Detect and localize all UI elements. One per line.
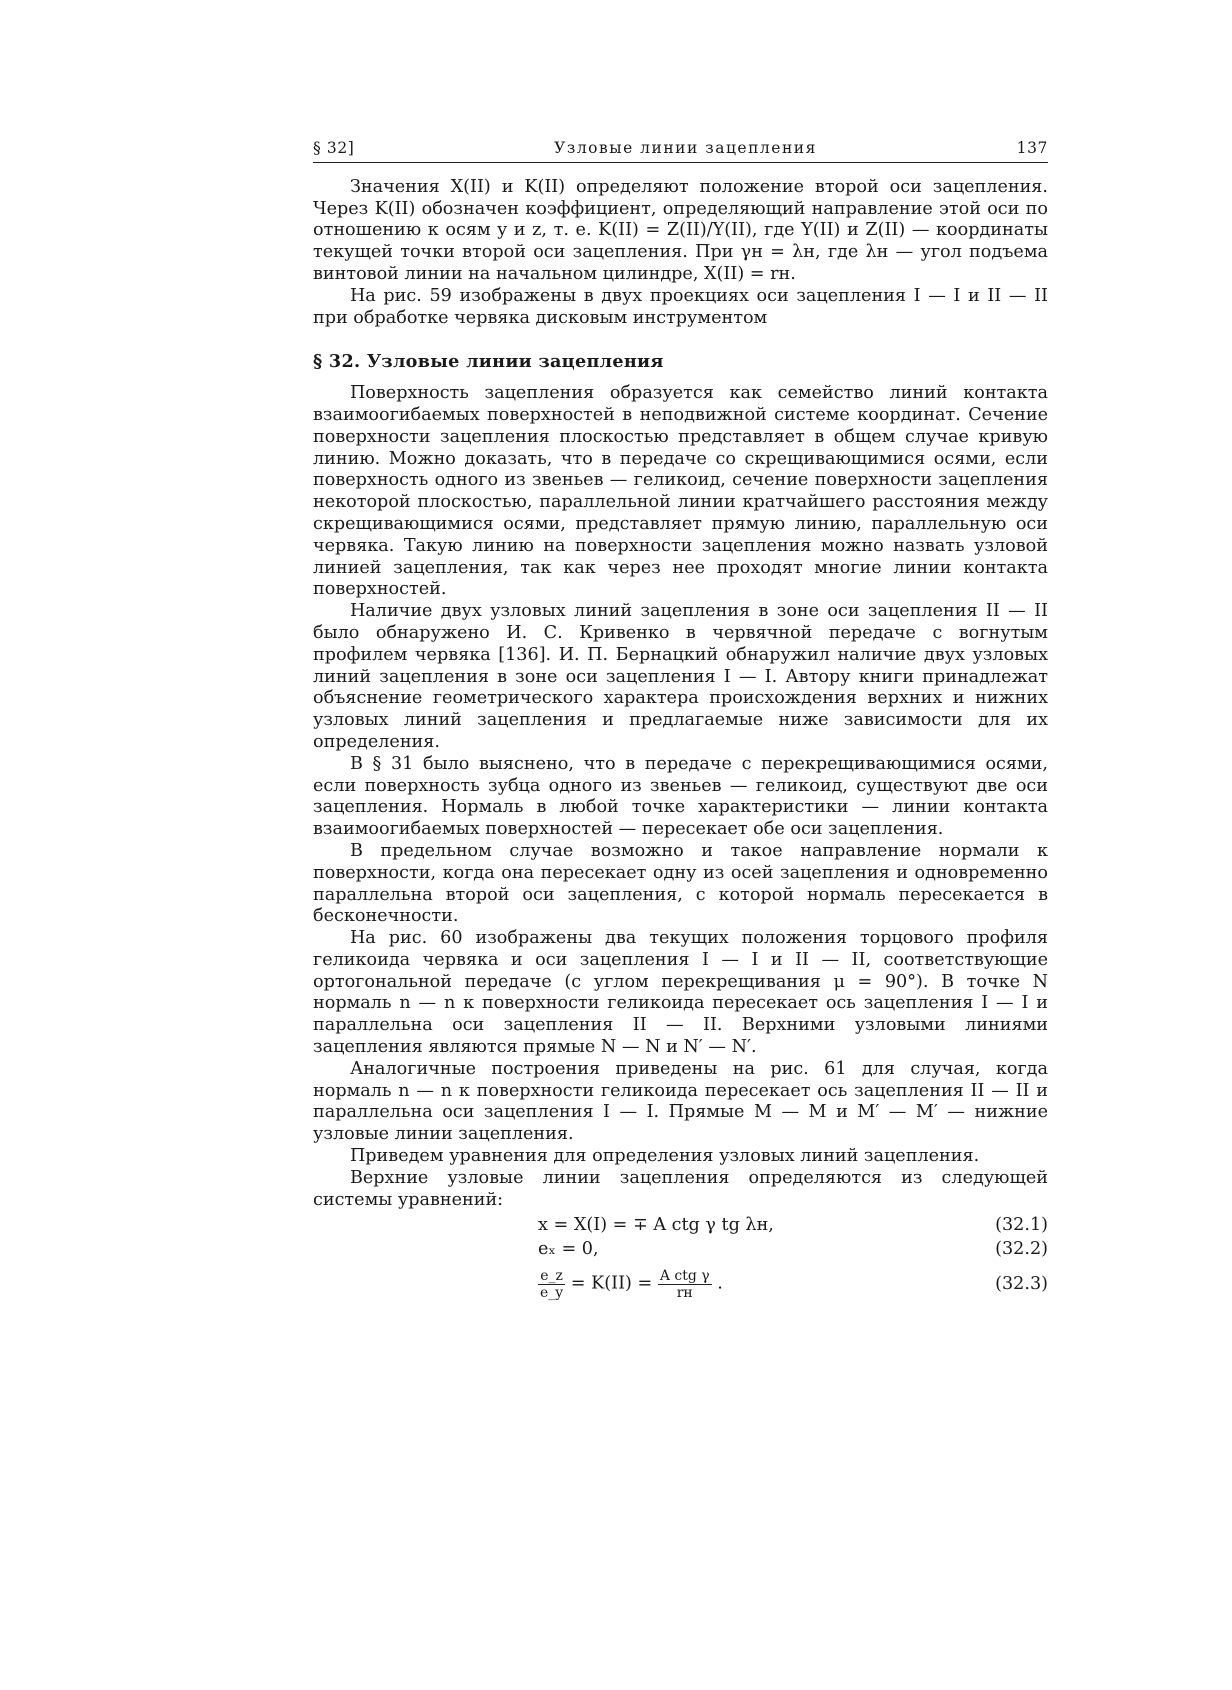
fraction <box>538 1268 565 1301</box>
section-heading: § 32. Узловые линии зацепления <box>313 351 664 373</box>
running-header <box>313 138 1048 163</box>
equation-32-3 <box>313 1261 1048 1307</box>
fraction <box>658 1268 712 1301</box>
paragraph: На рис. 59 изображены в двух проекциях оси зацепления I — I и II — II при обработке червяка дисковым инструментом <box>313 285 1048 328</box>
page-number: 137 <box>1016 139 1048 157</box>
paragraph: Поверхность зацепления образуется как семейство линий контакта взаимоогибаемых поверхностей в неподвижной системе координат. Сечение поверхности зацепления плоскостью представляет в общем случае кривую линию. Можно доказать, что в передаче со скрещивающимися осями, если поверхность одного из звеньев — геликоид, сечение поверхности зацепления некоторой плоскостью, параллельной линии кратчайшего расстояния между скрещивающимися осями, представляет прямую линию, параллельную оси червяка. Такую линию на поверхности зацепления можно назвать узловой линией зацепления, так как через нее проходят многие линии контакта поверхностей. <box>313 383 1048 600</box>
page <box>313 138 1048 1307</box>
denominator: rн <box>676 1284 693 1301</box>
paragraph: Приведем уравнения для определения узловых линий зацепления. <box>349 1146 980 1167</box>
denominator: e_y <box>540 1284 564 1301</box>
equation-block <box>313 1213 1048 1307</box>
equation-middle: = K(II) = <box>570 1273 653 1294</box>
paragraph: Аналогичные построения приведены на рис. 61 для случая, когда нормаль n — n к поверхности геликоида пересекает ось зацепления II — II и параллельна оси зацепления I — I. Прямые M — M и M′ — M′ — нижние узловые линии зацепления. <box>313 1058 1048 1145</box>
paragraph: Наличие двух узловых линий зацепления в зоне оси зацепления II — II было обнаружено И. С. Кривенко в червячной передаче с вогнутым профилем червяка [136]. И. П. Бернацкий обнаружил наличие двух узловых линий зацепления в зоне оси зацепления I — I. Автору книги принадлежат объяснение геометрического характера происхождения верхних и нижних узловых линий зацепления и предлагаемые ниже зависимости для их определения. <box>313 601 1048 752</box>
equation-number: (32.3) <box>995 1273 1048 1294</box>
paragraph: В § 31 было выяснено, что в передаче с перекрещивающимися осями, если поверхность зубца одного из звеньев — геликоид, существуют две оси зацепления. Нормаль в любой точке характеристики — линии контакта взаимоогибаемых поверхностей — пересекает обе оси зацепления. <box>313 753 1048 840</box>
equation-32-2 <box>313 1237 1048 1261</box>
paragraph: В предельном случае возможно и такое направление нормали к поверхности, когда она пересекает одну из осей зацепления и одновременно параллельна второй оси зацепления, с которой нормаль пересекается в бесконечности. <box>313 840 1048 927</box>
equation-number: (32.2) <box>995 1238 1048 1259</box>
header-title: Узловые линии зацепления <box>554 139 817 157</box>
numerator: e_z <box>540 1267 563 1284</box>
paragraph: Верхние узловые линии зацепления определяются из следующей системы уравнений: <box>313 1167 1048 1210</box>
equation-body: eₓ = 0, <box>538 1238 599 1259</box>
equation-number: (32.1) <box>995 1214 1048 1235</box>
header-section: § 32] <box>313 139 355 157</box>
paragraph: На рис. 60 изображены два текущих положения торцового профиля геликоида червяка и оси зацепления I — I и II — II, соответствующие ортогональной передаче (с углом перекрещивания μ = 90°). В точке N нормаль n — n к поверхности геликоида пересекает ось зацепления I — I и параллельна оси зацепления II — II. Верхними узловыми линиями зацепления являются прямые N — N и N′ — N′. <box>313 928 1048 1058</box>
paragraph: Значения X(II) и K(II) определяют положение второй оси зацепления. Через K(II) обозначен коэффициент, определяющий направление этой оси по отношению к осям y и z, т. е. K(II) = Z(II)/Y(II), где Y(II) и Z(II) — координаты текущей точки второй оси зацепления. При γн = λн, где λн — угол подъема винтовой линии на начальном цилиндре, X(II) = rн. <box>313 176 1048 284</box>
equation-tail: . <box>717 1273 723 1294</box>
equation-32-1 <box>313 1213 1048 1237</box>
numerator: A ctg γ <box>659 1267 710 1284</box>
equation-body <box>313 1268 968 1301</box>
equation-body: x = X(I) = ∓ A ctg γ tg λн, <box>538 1214 774 1235</box>
